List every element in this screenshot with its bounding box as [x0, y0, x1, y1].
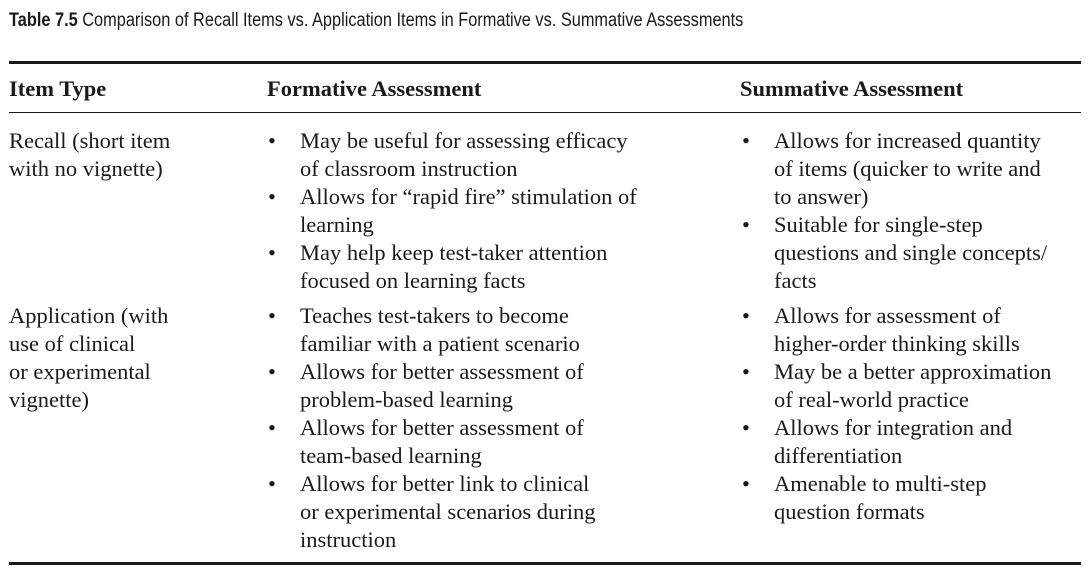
header-item-type: Item Type: [9, 76, 107, 101]
bullet-text-line: questions and single concepts/: [774, 240, 1048, 265]
bullet-item: [740, 127, 1047, 211]
item-type-line: Application (with: [9, 303, 169, 328]
bullet-text-line: or experimental scenarios during: [300, 499, 596, 524]
row-recall-item-type: [9, 127, 170, 183]
bullet-icon: •: [268, 359, 276, 384]
bullet-text-line: Allows for “rapid fire” stimulation of: [300, 184, 637, 209]
bullet-icon: •: [268, 415, 276, 440]
row-recall-summative: [740, 127, 1047, 295]
bullet-icon: •: [268, 240, 276, 265]
bullet-text-line: higher-order thinking skills: [774, 331, 1020, 356]
item-type-line: vignette): [9, 387, 89, 412]
item-type-line: Recall (short item: [9, 128, 171, 153]
bullet-text-line: Allows for assessment of: [774, 303, 1001, 328]
bullet-text-line: Allows for better assessment of: [300, 359, 584, 384]
bullet-text-line: Amenable to multi-step: [774, 471, 987, 496]
bullet-text-line: of classroom instruction: [300, 156, 518, 181]
bullet-item: [740, 470, 1051, 526]
bullet-icon: •: [268, 184, 276, 209]
item-type-line: use of clinical: [9, 331, 136, 356]
summative-bullet-list: [740, 302, 1051, 526]
row-application-summative: [740, 302, 1051, 526]
bullet-text-line: familiar with a patient scenario: [300, 331, 580, 356]
bullet-text-line: differentiation: [774, 443, 903, 468]
bullet-text-line: Teaches test-takers to become: [300, 303, 569, 328]
bullet-item: [266, 127, 637, 183]
bullet-item: [266, 358, 596, 414]
bullet-text-line: Suitable for single-step: [774, 212, 983, 237]
bullet-item: [266, 239, 637, 295]
bullet-item: [740, 302, 1051, 358]
bullet-item: [266, 302, 596, 358]
header-summative: Summative Assessment: [740, 76, 964, 101]
bullet-text-line: team-based learning: [300, 443, 482, 468]
bullet-text-line: May be useful for assessing efficacy: [300, 128, 628, 153]
bullet-icon: •: [742, 359, 750, 384]
header-formative: Formative Assessment: [267, 76, 482, 101]
bullet-text-line: of items (quicker to write and: [774, 156, 1041, 181]
bullet-item: [266, 470, 596, 554]
bullet-text-line: learning: [300, 212, 374, 237]
item-type-line: with no vignette): [9, 156, 163, 181]
bullet-item: [740, 211, 1047, 295]
bullet-icon: •: [742, 303, 750, 328]
bullet-text-line: Allows for increased quantity: [774, 128, 1041, 153]
bullet-icon: •: [268, 471, 276, 496]
bullet-text-line: May help keep test-taker attention: [300, 240, 608, 265]
bullet-item: [740, 414, 1051, 470]
bullet-text-line: of real-world practice: [774, 387, 969, 412]
top-rule: [9, 61, 1081, 64]
header-rule: [9, 112, 1081, 113]
bullet-icon: •: [742, 415, 750, 440]
bottom-rule: [9, 562, 1081, 565]
bullet-text-line: instruction: [300, 527, 397, 552]
bullet-text-line: May be a better approximation: [774, 359, 1052, 384]
row-application-formative: [266, 302, 596, 554]
table-caption: [9, 10, 743, 32]
bullet-icon: •: [742, 212, 750, 237]
bullet-text-line: Allows for better assessment of: [300, 415, 584, 440]
row-recall-formative: [266, 127, 637, 295]
bullet-text-line: Allows for better link to clinical: [300, 471, 590, 496]
table-number: Table 7.5: [9, 10, 78, 31]
bullet-text-line: facts: [774, 268, 817, 293]
bullet-text-line: problem-based learning: [300, 387, 514, 412]
row-application-item-type: [9, 302, 168, 414]
bullet-icon: •: [742, 128, 750, 153]
summative-bullet-list: [740, 127, 1047, 295]
bullet-icon: •: [268, 303, 276, 328]
bullet-text-line: focused on learning facts: [300, 268, 526, 293]
bullet-item: [266, 414, 596, 470]
table-title: Comparison of Recall Items vs. Application Items in Formative vs. Summative Assessments: [82, 10, 744, 31]
formative-bullet-list: [266, 127, 637, 295]
bullet-item: [266, 183, 637, 239]
bullet-item: [740, 358, 1051, 414]
item-type-line: or experimental: [9, 359, 151, 384]
bullet-icon: •: [742, 471, 750, 496]
bullet-text-line: to answer): [774, 184, 869, 209]
formative-bullet-list: [266, 302, 596, 554]
bullet-text-line: Allows for integration and: [774, 415, 1013, 440]
bullet-icon: •: [268, 128, 276, 153]
bullet-text-line: question formats: [774, 499, 925, 524]
